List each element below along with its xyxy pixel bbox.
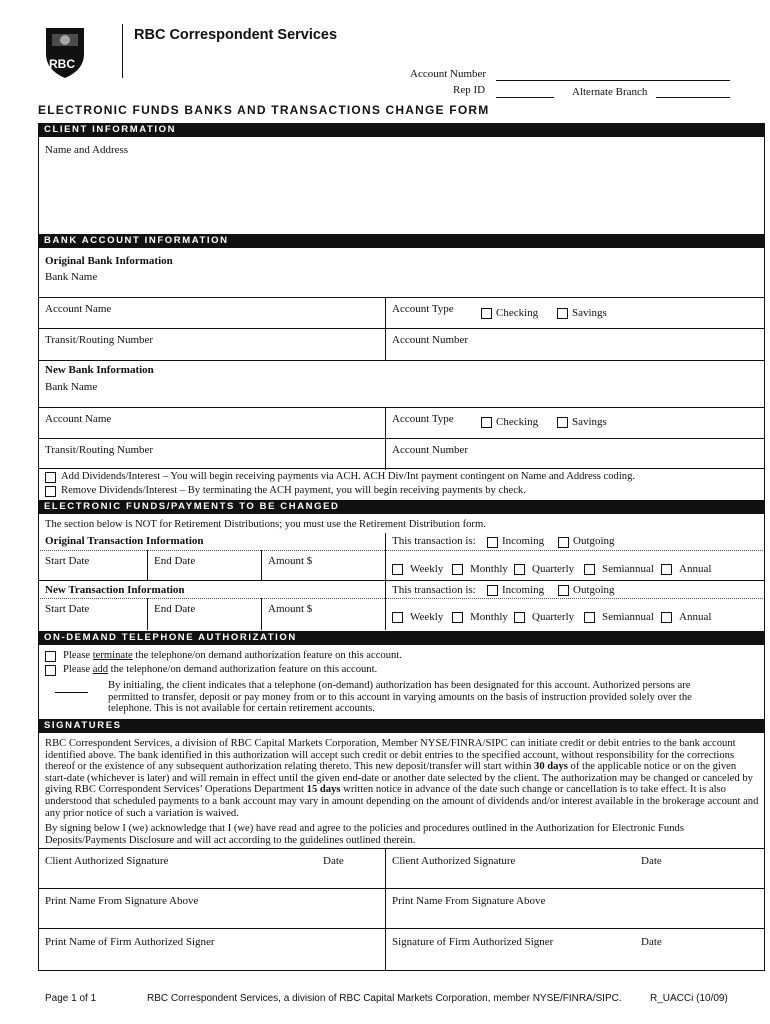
new-account-type-label: Account Type bbox=[392, 413, 454, 425]
alternate-branch-field[interactable] bbox=[656, 97, 730, 98]
new-weekly-label: Weekly bbox=[410, 611, 444, 623]
new-transaction-heading: New Transaction Information bbox=[45, 584, 185, 596]
new-transit-label: Transit/Routing Number bbox=[45, 444, 154, 456]
account-number-field[interactable] bbox=[496, 80, 730, 81]
signatures-header: SIGNATURES bbox=[38, 719, 765, 733]
form-title: ELECTRONIC FUNDS BANKS AND TRANSACTIONS CHANGE FORM bbox=[38, 103, 490, 117]
client-signature-date-label: Date bbox=[323, 855, 344, 867]
original-quarterly-checkbox[interactable] bbox=[514, 564, 525, 575]
original-account-type-label: Account Type bbox=[392, 303, 454, 315]
new-outgoing-checkbox[interactable] bbox=[558, 585, 569, 596]
new-bank-name-label: Bank Name bbox=[45, 381, 98, 393]
footer-page: Page 1 of 1 bbox=[45, 993, 97, 1004]
new-weekly-checkbox[interactable] bbox=[392, 612, 403, 623]
new-start-date-label: Start Date bbox=[45, 603, 90, 615]
new-monthly-label: Monthly bbox=[470, 611, 508, 623]
electronic-funds-header: ELECTRONIC FUNDS/PAYMENTS TO BE CHANGED bbox=[38, 500, 765, 514]
second-print-name-label: Print Name From Signature Above bbox=[392, 895, 546, 907]
original-checking-label: Checking bbox=[496, 307, 539, 319]
original-start-date-label: Start Date bbox=[45, 555, 90, 567]
acknowledgement-text: By signing below I (we) acknowledge that I (we) have read and agree to the policies and procedures outlined in the Authorization for Electronic Funds Deposits/Payments Disclosure and will act according to the guidelines outlined therein. bbox=[45, 823, 684, 846]
logo-text: RBC bbox=[49, 57, 75, 71]
new-incoming-label: Incoming bbox=[502, 584, 545, 596]
remove-dividends-checkbox[interactable] bbox=[45, 486, 56, 497]
original-quarterly-label: Quarterly bbox=[532, 563, 575, 575]
firm-signature-label: Signature of Firm Authorized Signer bbox=[392, 936, 554, 948]
original-end-date-label: End Date bbox=[154, 555, 196, 567]
new-account-name-label: Account Name bbox=[45, 413, 112, 425]
new-bank-name-field[interactable] bbox=[40, 378, 763, 406]
new-checking-checkbox[interactable] bbox=[481, 417, 492, 428]
print-name-field[interactable] bbox=[40, 889, 384, 927]
account-number-label: Account Number bbox=[410, 68, 487, 80]
original-annual-label: Annual bbox=[679, 563, 712, 575]
client-signature-field[interactable] bbox=[40, 849, 384, 887]
original-bank-heading: Original Bank Information bbox=[45, 255, 173, 267]
original-checking-checkbox[interactable] bbox=[481, 308, 492, 319]
new-savings-label: Savings bbox=[572, 416, 607, 428]
rep-id-field[interactable] bbox=[496, 97, 554, 98]
remove-dividends-text: Remove Dividends/Interest – By terminating the ACH payment, you will begin receiving payments by check. bbox=[61, 485, 526, 496]
bank-account-header: BANK ACCOUNT INFORMATION bbox=[38, 234, 765, 248]
rep-id-label: Rep ID bbox=[453, 84, 486, 96]
second-client-signature-label: Client Authorized Signature bbox=[392, 855, 516, 867]
new-quarterly-checkbox[interactable] bbox=[514, 612, 525, 623]
new-incoming-checkbox[interactable] bbox=[487, 585, 498, 596]
print-name-label: Print Name From Signature Above bbox=[45, 895, 199, 907]
rbc-logo bbox=[40, 24, 90, 80]
footer-company: RBC Correspondent Services, a division of RBC Capital Markets Corporation, member NYSE/FINRA/SIPC. bbox=[147, 993, 622, 1004]
new-checking-label: Checking bbox=[496, 416, 539, 428]
original-weekly-checkbox[interactable] bbox=[392, 564, 403, 575]
original-account-number-label: Account Number bbox=[392, 334, 469, 346]
name-address-label: Name and Address bbox=[45, 144, 129, 156]
signatures-disclosure: RBC Correspondent Services, a division of RBC Capital Markets Corporation, Member NYSE/FINRA/SIPC can initiate credit or debit entries to the bank account identified above. The bank identified in this authorization will accept such credit or debit entries to the specified account, without responsibility for the corrections thereof or the existence of any subsequent authorization relating thereto. This new deposit/transfer will start within 30 days of the applicable notice or on the given start-date (whichever is later) and will remain in effect until the given end-date or another date selected by the client. The authorization may be changed or canceled by giving RBC Correspondent Services’ Operations Department 15 days written notice in advance of the date such change or cancellation is to take effect. It is also understood that scheduled payments to a bank account may vary in amount depending on the amount of dividends and/or interest available in the brokerage account and any prior notice of such a variation is waived. bbox=[45, 738, 759, 819]
telephone-authorization-header: ON-DEMAND TELEPHONE AUTHORIZATION bbox=[38, 631, 765, 645]
original-amount-label: Amount $ bbox=[268, 555, 313, 567]
second-client-signature-date-label: Date bbox=[641, 855, 662, 867]
new-quarterly-label: Quarterly bbox=[532, 611, 575, 623]
header-divider bbox=[122, 24, 123, 78]
terminate-checkbox[interactable] bbox=[45, 651, 56, 662]
second-client-signature-field[interactable] bbox=[387, 849, 763, 887]
client-signature-label: Client Authorized Signature bbox=[45, 855, 169, 867]
new-transaction-is-label: This transaction is: bbox=[392, 584, 476, 596]
original-account-name-label: Account Name bbox=[45, 303, 112, 315]
original-monthly-label: Monthly bbox=[470, 563, 508, 575]
name-address-field[interactable] bbox=[40, 140, 763, 232]
original-savings-label: Savings bbox=[572, 307, 607, 319]
original-semiannual-checkbox[interactable] bbox=[584, 564, 595, 575]
original-outgoing-checkbox[interactable] bbox=[558, 537, 569, 548]
initials-field[interactable] bbox=[55, 692, 88, 693]
original-outgoing-label: Outgoing bbox=[573, 535, 615, 547]
firm-signature-date-label: Date bbox=[641, 936, 662, 948]
terminate-text: Please terminate the telephone/on demand authorization feature on this account. bbox=[63, 650, 402, 661]
original-monthly-checkbox[interactable] bbox=[452, 564, 463, 575]
firm-print-name-field[interactable] bbox=[40, 929, 384, 970]
new-annual-checkbox[interactable] bbox=[661, 612, 672, 623]
new-amount-label: Amount $ bbox=[268, 603, 313, 615]
original-annual-checkbox[interactable] bbox=[661, 564, 672, 575]
second-print-name-field[interactable] bbox=[387, 889, 763, 927]
original-transaction-heading: Original Transaction Information bbox=[45, 535, 204, 547]
new-end-date-label: End Date bbox=[154, 603, 196, 615]
new-semiannual-label: Semiannual bbox=[602, 611, 654, 623]
new-annual-label: Annual bbox=[679, 611, 712, 623]
original-savings-checkbox[interactable] bbox=[557, 308, 568, 319]
add-text: Please add the telephone/on demand authorization feature on this account. bbox=[63, 664, 378, 675]
original-semiannual-label: Semiannual bbox=[602, 563, 654, 575]
add-dividends-text: Add Dividends/Interest – You will begin receiving payments via ACH. ACH Div/Int payment contingent on Name and Address coding. bbox=[61, 471, 636, 482]
brand-name: RBC Correspondent Services bbox=[134, 27, 338, 43]
initial-disclosure: By initialing, the client indicates that a telephone (on-demand) authorization has been designated for this account. Authorized persons are permitted to transfer, deposit or pay money from or to this account in varying amounts on the basis of instruction provided solely over the telephone. This is not available for certain retirement accounts. bbox=[108, 680, 692, 715]
new-savings-checkbox[interactable] bbox=[557, 417, 568, 428]
original-transaction-is-label: This transaction is: bbox=[392, 535, 476, 547]
new-monthly-checkbox[interactable] bbox=[452, 612, 463, 623]
original-bank-name-label: Bank Name bbox=[45, 271, 98, 283]
new-account-number-label: Account Number bbox=[392, 444, 469, 456]
new-semiannual-checkbox[interactable] bbox=[584, 612, 595, 623]
firm-signature-field[interactable] bbox=[387, 929, 763, 970]
original-incoming-label: Incoming bbox=[502, 535, 545, 547]
alternate-branch-label: Alternate Branch bbox=[572, 86, 648, 98]
new-outgoing-label: Outgoing bbox=[573, 584, 615, 596]
new-bank-heading: New Bank Information bbox=[45, 364, 154, 376]
client-information-header: CLIENT INFORMATION bbox=[38, 123, 765, 137]
original-weekly-label: Weekly bbox=[410, 563, 444, 575]
add-checkbox[interactable] bbox=[45, 665, 56, 676]
footer-form-code: R_UACCi (10/09) bbox=[650, 993, 728, 1004]
add-dividends-checkbox[interactable] bbox=[45, 472, 56, 483]
firm-print-name-label: Print Name of Firm Authorized Signer bbox=[45, 936, 215, 948]
original-incoming-checkbox[interactable] bbox=[487, 537, 498, 548]
retirement-note: The section below is NOT for Retirement Distributions; you must use the Retirement Distribution form. bbox=[45, 519, 486, 530]
original-bank-name-field[interactable] bbox=[40, 268, 763, 296]
original-transit-label: Transit/Routing Number bbox=[45, 334, 154, 346]
